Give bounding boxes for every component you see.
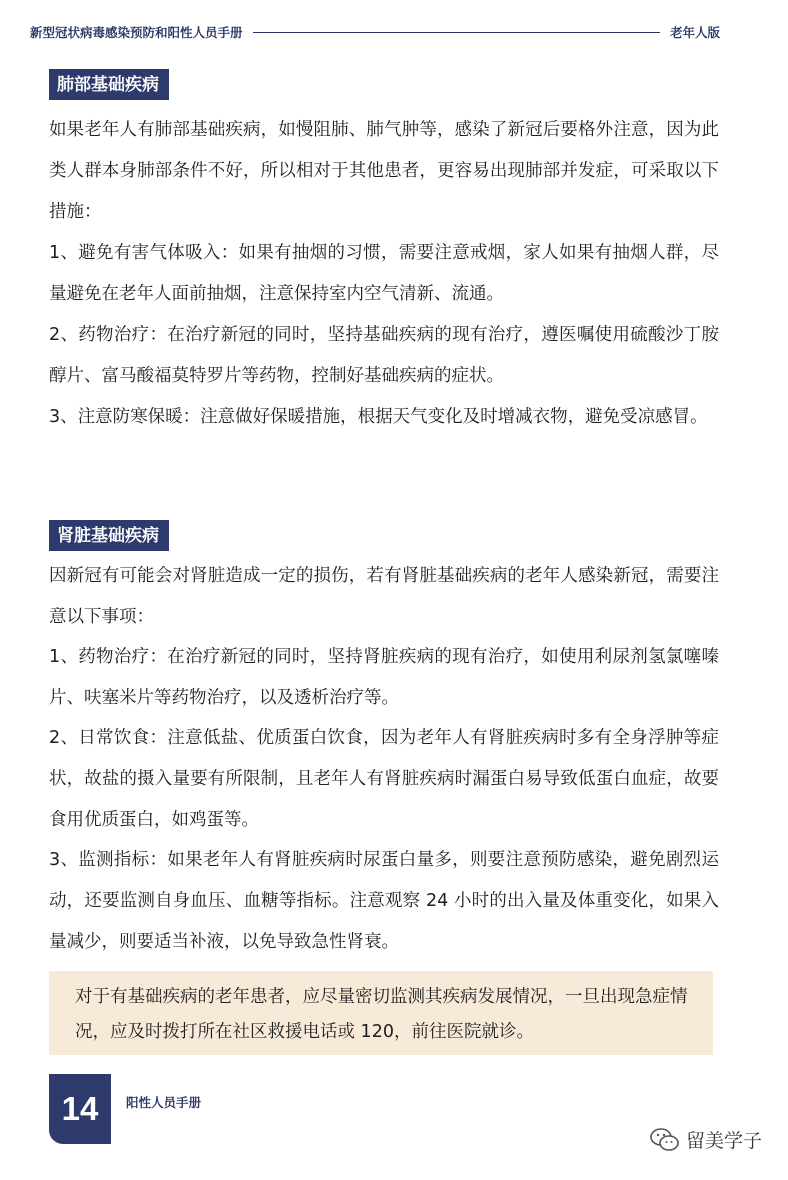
- watermark: [650, 1126, 762, 1153]
- document-title: 新型冠状病毒感染预防和阳性人员手册: [30, 25, 243, 40]
- callout-text: 对于有基础疾病的老年患者，应尽量密切监测其疾病发展情况，一旦出现急症情况，应及时拨打所在社区救援电话或 120，前往医院就诊。: [75, 987, 688, 1042]
- kidney-item-3: 3、监测指标：如果老年人有肾脏疾病时尿蛋白量多，则要注意预防感染，避免剧烈运动，还要监测自身血压、血糖等指标。注意观察 24 小时的出入量及体重变化，如果入量减少，则要适当补液，以免导致急性肾衰。: [49, 850, 719, 952]
- kidney-item-1: 1、药物治疗：在治疗新冠的同时，坚持肾脏疾病的现有治疗，如使用利尿剂氢氯噻嗪片、呋塞米片等药物治疗，以及透析治疗等。: [49, 647, 719, 708]
- section-tag-kidney: 肾脏基础疾病: [49, 520, 169, 551]
- lung-intro-paragraph: 如果老年人有肺部基础疾病，如慢阻肺、肺气肿等，感染了新冠后要格外注意，因为此类人群本身肺部条件不好，所以相对于其他患者，更容易出现肺部并发症，可采取以下措施：: [49, 120, 719, 222]
- edition-label: 老年人版: [669, 25, 720, 40]
- page-number-badge: [49, 1074, 111, 1144]
- callout-box: [49, 971, 713, 1055]
- wechat-icon: [650, 1127, 680, 1153]
- kidney-item-2: 2、日常饮食：注意低盐、优质蛋白饮食，因为老年人有肾脏疾病时多有全身浮肿等症状，故盐的摄入量要有所限制，且老年人有肾脏疾病时漏蛋白易导致低蛋白血症，故要食用优质蛋白，如鸡蛋等。: [49, 728, 719, 830]
- lung-measure-2: 2、药物治疗：在治疗新冠的同时，坚持基础疾病的现有治疗，遵医嘱使用硫酸沙丁胺醇片、富马酸福莫特罗片等药物，控制好基础疾病的症状。: [49, 325, 719, 386]
- header-divider: [253, 32, 660, 33]
- section-tag-lung: 肺部基础疾病: [49, 69, 169, 100]
- lung-measure-3: 3、注意防寒保暖：注意做好保暖措施，根据天气变化及时增减衣物，避免受凉感冒。: [49, 407, 708, 427]
- watermark-text: 留美学子: [686, 1130, 763, 1152]
- footer-label: 阳性人员手册: [126, 1095, 202, 1110]
- kidney-intro-paragraph: 因新冠有可能会对肾脏造成一定的损伤，若有肾脏基础疾病的老年人感染新冠，需要注意以下事项：: [49, 566, 719, 627]
- page-header: [30, 20, 720, 44]
- lung-measure-1: 1、避免有害气体吸入：如果有抽烟的习惯，需要注意戒烟，家人如果有抽烟人群，尽量避免在老年人面前抽烟，注意保持室内空气清新、流通。: [49, 243, 719, 304]
- page-number: 14: [61, 1090, 99, 1127]
